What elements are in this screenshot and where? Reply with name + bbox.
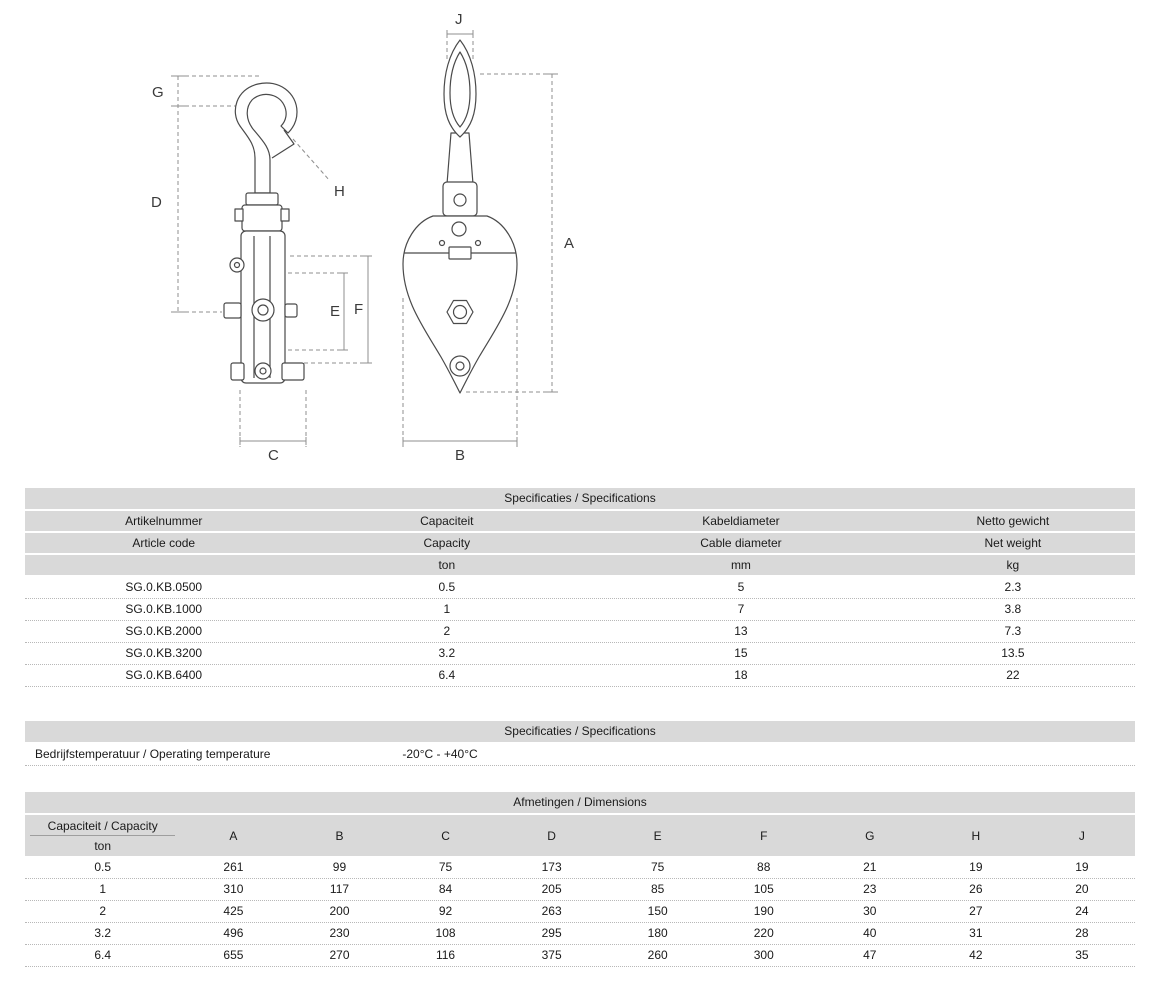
table-cell: 655	[223, 948, 244, 962]
dim-label-j: J	[455, 11, 463, 28]
col-header-cable-diameter: Cable diameter	[700, 536, 782, 550]
temperature-row	[25, 744, 1135, 766]
dim-col-header-c: C	[441, 828, 450, 843]
table-cell: 7.3	[1004, 624, 1022, 638]
table-cell: 92	[438, 904, 453, 918]
dim-label-g: G	[152, 84, 164, 101]
table-cell: 18	[734, 668, 748, 682]
table-row	[25, 643, 1135, 665]
temperature-table	[25, 721, 1135, 766]
side-view-outline	[224, 83, 304, 383]
table-row	[25, 945, 1135, 967]
table-cell: 173	[541, 860, 562, 874]
table-cell: 21	[863, 860, 877, 874]
table-cell: 13.5	[1001, 646, 1025, 660]
table-row	[25, 923, 1135, 945]
dim-label-b: B	[455, 447, 466, 464]
table-cell: 0.5	[94, 860, 112, 874]
dim-label-d: D	[151, 194, 162, 211]
specifications-table-title: Specificaties / Specifications	[25, 488, 1135, 509]
table-cell: 180	[647, 926, 668, 940]
table-cell: 300	[753, 948, 774, 962]
table-cell: SG.0.KB.3200	[125, 646, 203, 660]
dim-col-header-j: J	[1078, 828, 1085, 843]
table-cell: SG.0.KB.1000	[125, 602, 203, 616]
table-row	[25, 577, 1135, 599]
table-cell: 1	[99, 882, 107, 896]
dim-label-h: H	[334, 183, 345, 200]
dimensions-header-row	[25, 815, 1135, 856]
table-cell: 31	[969, 926, 983, 940]
table-cell: 3.2	[438, 646, 456, 660]
dim-col-header-g: G	[865, 828, 875, 843]
table-cell: 3.8	[1004, 602, 1022, 616]
table-row	[25, 879, 1135, 901]
dim-label-f: F	[354, 301, 364, 318]
dim-col-header-d: D	[547, 828, 556, 843]
table-row	[25, 599, 1135, 621]
table-row	[25, 665, 1135, 687]
spec-header-row-en	[25, 533, 1135, 553]
dim-label-a: A	[564, 235, 575, 252]
table-cell: 23	[863, 882, 877, 896]
table-cell: 28	[1075, 926, 1089, 940]
table-cell: 47	[863, 948, 877, 962]
table-cell: 20	[1075, 882, 1089, 896]
unit-header-kg: kg	[1006, 558, 1020, 572]
table-cell: 105	[753, 882, 774, 896]
table-cell: 496	[223, 926, 244, 940]
table-row	[25, 621, 1135, 643]
table-cell: 13	[734, 624, 748, 638]
table-cell: 260	[647, 948, 668, 962]
table-cell: 22	[1006, 668, 1020, 682]
table-cell: 19	[969, 860, 983, 874]
table-cell: 30	[863, 904, 877, 918]
dim-col-header-f: F	[760, 828, 768, 843]
table-cell: 88	[757, 860, 771, 874]
table-row	[25, 901, 1135, 923]
table-cell: 263	[541, 904, 562, 918]
top-eye	[444, 40, 476, 137]
table-cell: 310	[223, 882, 244, 896]
dim-col-header-h: H	[971, 828, 981, 843]
temperature-label: Bedrijfstemperatuur / Operating temperature	[35, 747, 271, 761]
front-view-outline	[403, 40, 517, 393]
table-cell: 84	[438, 882, 453, 896]
col-header-article-code: Article code	[132, 536, 196, 550]
table-cell: 6.4	[94, 948, 112, 962]
table-cell: 26	[969, 882, 983, 896]
unit-header-ton: ton	[438, 558, 456, 572]
table-cell: 2	[443, 624, 451, 638]
capacity-header-cell	[25, 815, 180, 856]
col-header-kabeldiameter: Kabeldiameter	[702, 514, 780, 528]
dim-label-e: E	[330, 303, 341, 320]
col-header-capaciteit: Capaciteit	[420, 514, 474, 528]
spec-table-body	[25, 577, 1135, 687]
hook-outline	[235, 83, 297, 193]
table-cell: 0.5	[438, 580, 456, 594]
table-cell: 24	[1075, 904, 1089, 918]
dimensions-table	[25, 792, 1135, 967]
col-header-capacity: Capacity	[423, 536, 471, 550]
table-cell: 6.4	[438, 668, 456, 682]
table-cell: 2.3	[1004, 580, 1022, 594]
table-cell: 7	[737, 602, 745, 616]
dimensions-table-title: Afmetingen / Dimensions	[25, 792, 1135, 813]
col-header-net-weight: Net weight	[984, 536, 1042, 550]
temperature-value: -20°C - +40°C	[402, 747, 478, 761]
unit-header-blank	[25, 555, 303, 575]
table-cell: 15	[734, 646, 748, 660]
dim-col-header-e: E	[653, 828, 662, 843]
dim-col-header-b: B	[335, 828, 344, 843]
dimensions-table-body	[25, 857, 1135, 967]
table-cell: SG.0.KB.6400	[125, 668, 203, 682]
table-cell: 205	[541, 882, 562, 896]
table-cell: 230	[329, 926, 350, 940]
table-cell: 425	[223, 904, 244, 918]
col-header-netto-gewicht: Netto gewicht	[976, 514, 1050, 528]
dim-col-header-a: A	[229, 828, 238, 843]
table-cell: 85	[650, 882, 665, 896]
table-cell: 116	[435, 948, 456, 962]
capacity-header-label: Capaciteit / Capacity	[30, 816, 175, 836]
col-header-artikelnummer: Artikelnummer	[125, 514, 203, 528]
table-cell: 108	[435, 926, 456, 940]
unit-header-mm: mm	[730, 558, 751, 572]
table-cell: 75	[650, 860, 665, 874]
table-cell: 99	[332, 860, 347, 874]
table-cell: 295	[541, 926, 562, 940]
table-cell: 261	[223, 860, 244, 874]
hook-latch	[272, 130, 294, 158]
table-cell: 2	[99, 904, 107, 918]
table-cell: 75	[438, 860, 453, 874]
table-cell: SG.0.KB.2000	[125, 624, 203, 638]
table-cell: 190	[753, 904, 774, 918]
table-cell: 3.2	[94, 926, 112, 940]
table-cell: 375	[541, 948, 562, 962]
capacity-unit-label: ton	[94, 838, 112, 853]
specifications-table	[25, 488, 1135, 687]
spec-header-row-units	[25, 555, 1135, 575]
table-cell: 200	[329, 904, 350, 918]
table-cell: 19	[1075, 860, 1089, 874]
table-cell: 150	[647, 904, 668, 918]
temperature-table-title: Specificaties / Specifications	[25, 721, 1135, 742]
table-cell: 270	[329, 948, 350, 962]
table-cell: 40	[863, 926, 877, 940]
table-cell: 35	[1075, 948, 1089, 962]
table-cell: 42	[969, 948, 983, 962]
tables-area	[25, 488, 1135, 967]
table-cell: 1	[443, 602, 451, 616]
table-cell: 117	[329, 882, 350, 896]
table-row	[25, 857, 1135, 879]
table-cell: 27	[969, 904, 983, 918]
table-cell: 5	[737, 580, 745, 594]
dim-label-c: C	[268, 447, 279, 464]
spec-header-row-nl	[25, 511, 1135, 531]
table-cell: SG.0.KB.0500	[125, 580, 203, 594]
table-cell: 220	[753, 926, 774, 940]
pulley-technical-drawing	[0, 0, 1159, 480]
